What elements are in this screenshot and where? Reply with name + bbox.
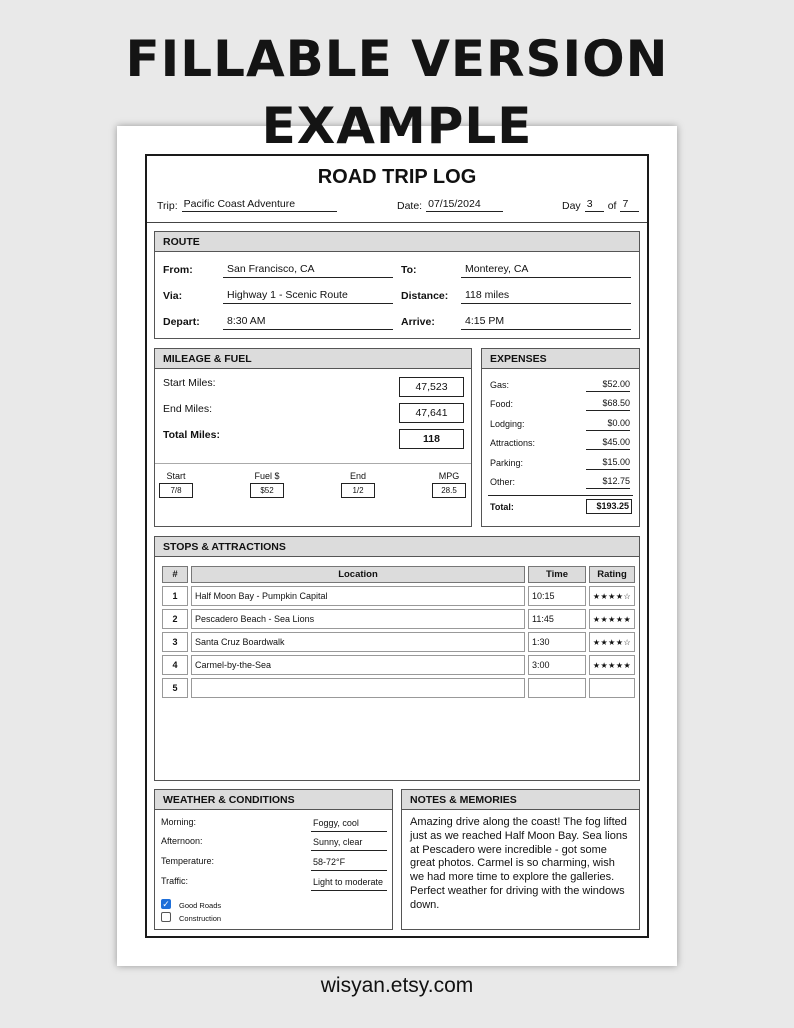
temperature-input[interactable]: 58-72°F bbox=[311, 857, 387, 871]
end-miles-input[interactable]: 47,641 bbox=[399, 403, 464, 423]
stop-time-input[interactable]: 11:45 bbox=[528, 609, 586, 629]
form-title: ROAD TRIP LOG bbox=[317, 166, 477, 188]
fuel-cost-label: Fuel $ bbox=[254, 471, 280, 481]
arrive-input[interactable]: 4:15 PM bbox=[461, 315, 631, 330]
trip-field bbox=[157, 198, 337, 212]
fuel-cost-input[interactable]: $52 bbox=[250, 483, 284, 498]
expense-gas-input[interactable]: $52.00 bbox=[586, 379, 630, 392]
trip-input[interactable]: Pacific Coast Adventure bbox=[182, 198, 337, 212]
stop-location-input[interactable]: Pescadero Beach - Sea Lions bbox=[191, 609, 525, 629]
distance-label: Distance: bbox=[401, 290, 449, 302]
stops-table bbox=[159, 563, 638, 701]
form-page bbox=[117, 126, 677, 966]
mileage-section bbox=[154, 348, 472, 527]
expense-gas-label: Gas: bbox=[490, 380, 510, 390]
table-row bbox=[162, 632, 635, 652]
mpg-label: MPG bbox=[438, 471, 460, 481]
via-input[interactable]: Highway 1 - Scenic Route bbox=[223, 289, 393, 304]
col-location: Location bbox=[191, 566, 525, 583]
notes-textarea[interactable]: Amazing drive along the coast! The fog lifted just as we reached Half Moon Bay. Sea lions at Pescadero were incredible - got some great photos. Carmel is so charming, wish we had more time to explore the galleries. Perfect weather for driving with the windows down. bbox=[410, 816, 628, 911]
stop-time-input[interactable]: 10:15 bbox=[528, 586, 586, 606]
from-label: From: bbox=[163, 264, 193, 276]
afternoon-input[interactable]: Sunny, clear bbox=[311, 837, 387, 851]
table-row bbox=[162, 678, 635, 698]
to-input[interactable]: Monterey, CA bbox=[461, 263, 631, 278]
expenses-section bbox=[481, 348, 640, 527]
expense-other-label: Other: bbox=[490, 477, 516, 487]
expense-parking-label: Parking: bbox=[490, 458, 524, 468]
good-roads-label: Good Roads bbox=[179, 901, 222, 910]
distance-input[interactable]: 118 miles bbox=[461, 289, 631, 304]
stop-number: 1 bbox=[162, 586, 188, 606]
fuel-end-label: End bbox=[349, 471, 366, 481]
afternoon-label: Afternoon: bbox=[161, 836, 203, 846]
weather-section bbox=[154, 789, 393, 930]
date-label: Date: bbox=[397, 200, 423, 212]
table-row bbox=[162, 655, 635, 675]
morning-input[interactable]: Foggy, cool bbox=[311, 818, 387, 832]
shop-url: wisyan.etsy.com bbox=[320, 974, 474, 997]
route-section bbox=[154, 231, 640, 339]
traffic-label: Traffic: bbox=[161, 876, 189, 886]
mpg-input[interactable]: 28.5 bbox=[432, 483, 466, 498]
col-time: Time bbox=[528, 566, 586, 583]
stops-header-row bbox=[162, 566, 635, 583]
total-miles-label: Total Miles: bbox=[163, 429, 220, 441]
stop-number: 5 bbox=[162, 678, 188, 698]
stop-time-input[interactable] bbox=[528, 678, 586, 698]
expense-food-label: Food: bbox=[490, 399, 514, 409]
stop-number: 3 bbox=[162, 632, 188, 652]
depart-input[interactable]: 8:30 AM bbox=[223, 315, 393, 330]
banner-line-1: FILLABLE VERSION bbox=[125, 30, 669, 88]
stop-location-input[interactable]: Carmel-by-the-Sea bbox=[191, 655, 525, 675]
depart-label: Depart: bbox=[163, 316, 200, 328]
col-number: # bbox=[162, 566, 188, 583]
traffic-input[interactable]: Light to moderate bbox=[311, 877, 387, 891]
table-row bbox=[162, 609, 635, 629]
expense-total-label: Total: bbox=[490, 502, 514, 512]
weather-heading: WEATHER & CONDITIONS bbox=[155, 790, 392, 810]
stop-rating-input[interactable] bbox=[589, 678, 635, 698]
expense-food-input[interactable]: $68.50 bbox=[586, 398, 630, 411]
stops-section bbox=[154, 536, 640, 781]
expense-other-input[interactable]: $12.75 bbox=[586, 476, 630, 489]
title-divider bbox=[147, 222, 647, 223]
col-rating: Rating bbox=[589, 566, 635, 583]
day-label: Day bbox=[562, 200, 581, 212]
from-input[interactable]: San Francisco, CA bbox=[223, 263, 393, 278]
to-label: To: bbox=[401, 264, 417, 276]
via-label: Via: bbox=[163, 290, 183, 302]
construction-label: Construction bbox=[179, 914, 222, 923]
banner-line-2: EXAMPLE bbox=[261, 97, 533, 155]
start-miles-label: Start Miles: bbox=[163, 377, 216, 389]
day-input[interactable]: 3 bbox=[585, 198, 604, 212]
construction-checkbox[interactable] bbox=[161, 912, 171, 922]
date-input[interactable]: 07/15/2024 bbox=[426, 198, 503, 212]
stop-rating-input[interactable]: ★★★★☆ bbox=[589, 632, 635, 652]
table-row bbox=[162, 586, 635, 606]
trip-label: Trip: bbox=[157, 200, 178, 212]
expense-parking-input[interactable]: $15.00 bbox=[586, 457, 630, 470]
stop-location-input[interactable]: Santa Cruz Boardwalk bbox=[191, 632, 525, 652]
expense-total-input[interactable]: $193.25 bbox=[586, 499, 632, 514]
expenses-total-divider bbox=[488, 495, 633, 496]
fuel-divider bbox=[155, 463, 471, 464]
arrive-label: Arrive: bbox=[401, 316, 435, 328]
expense-lodging-label: Lodging: bbox=[490, 419, 525, 429]
stop-number: 4 bbox=[162, 655, 188, 675]
stop-rating-input[interactable]: ★★★★★ bbox=[589, 609, 635, 629]
good-roads-checkbox[interactable]: ✓ bbox=[162, 899, 170, 909]
stop-location-input[interactable] bbox=[191, 678, 525, 698]
stop-rating-input[interactable]: ★★★★★ bbox=[589, 655, 635, 675]
expense-attractions-label: Attractions: bbox=[490, 438, 536, 448]
route-heading: ROUTE bbox=[155, 232, 639, 252]
morning-label: Morning: bbox=[161, 817, 197, 827]
stops-heading: STOPS & ATTRACTIONS bbox=[155, 537, 639, 557]
fuel-start-input[interactable]: 7/8 bbox=[159, 483, 193, 498]
stop-time-input[interactable]: 3:00 bbox=[528, 655, 586, 675]
expense-attractions-input[interactable]: $45.00 bbox=[586, 437, 630, 450]
stop-rating-input[interactable]: ★★★★☆ bbox=[589, 586, 635, 606]
start-miles-input[interactable]: 47,523 bbox=[399, 377, 464, 397]
notes-section bbox=[401, 789, 640, 930]
stop-time-input[interactable]: 1:30 bbox=[528, 632, 586, 652]
day-field bbox=[562, 198, 639, 212]
temperature-label: Temperature: bbox=[161, 856, 215, 866]
expenses-heading: EXPENSES bbox=[482, 349, 639, 369]
total-miles-input[interactable]: 118 bbox=[399, 429, 464, 449]
form-frame bbox=[145, 154, 649, 938]
day-total-input[interactable]: 7 bbox=[620, 198, 639, 212]
stop-number: 2 bbox=[162, 609, 188, 629]
of-label: of bbox=[607, 200, 617, 212]
mileage-heading: MILEAGE & FUEL bbox=[155, 349, 471, 369]
stop-location-input[interactable]: Half Moon Bay - Pumpkin Capital bbox=[191, 586, 525, 606]
expense-lodging-input[interactable]: $0.00 bbox=[586, 418, 630, 431]
fuel-end-input[interactable]: 1/2 bbox=[341, 483, 375, 498]
fuel-start-label: Start bbox=[166, 471, 186, 481]
date-field bbox=[397, 198, 503, 212]
notes-heading: NOTES & MEMORIES bbox=[402, 790, 639, 810]
end-miles-label: End Miles: bbox=[163, 403, 213, 415]
